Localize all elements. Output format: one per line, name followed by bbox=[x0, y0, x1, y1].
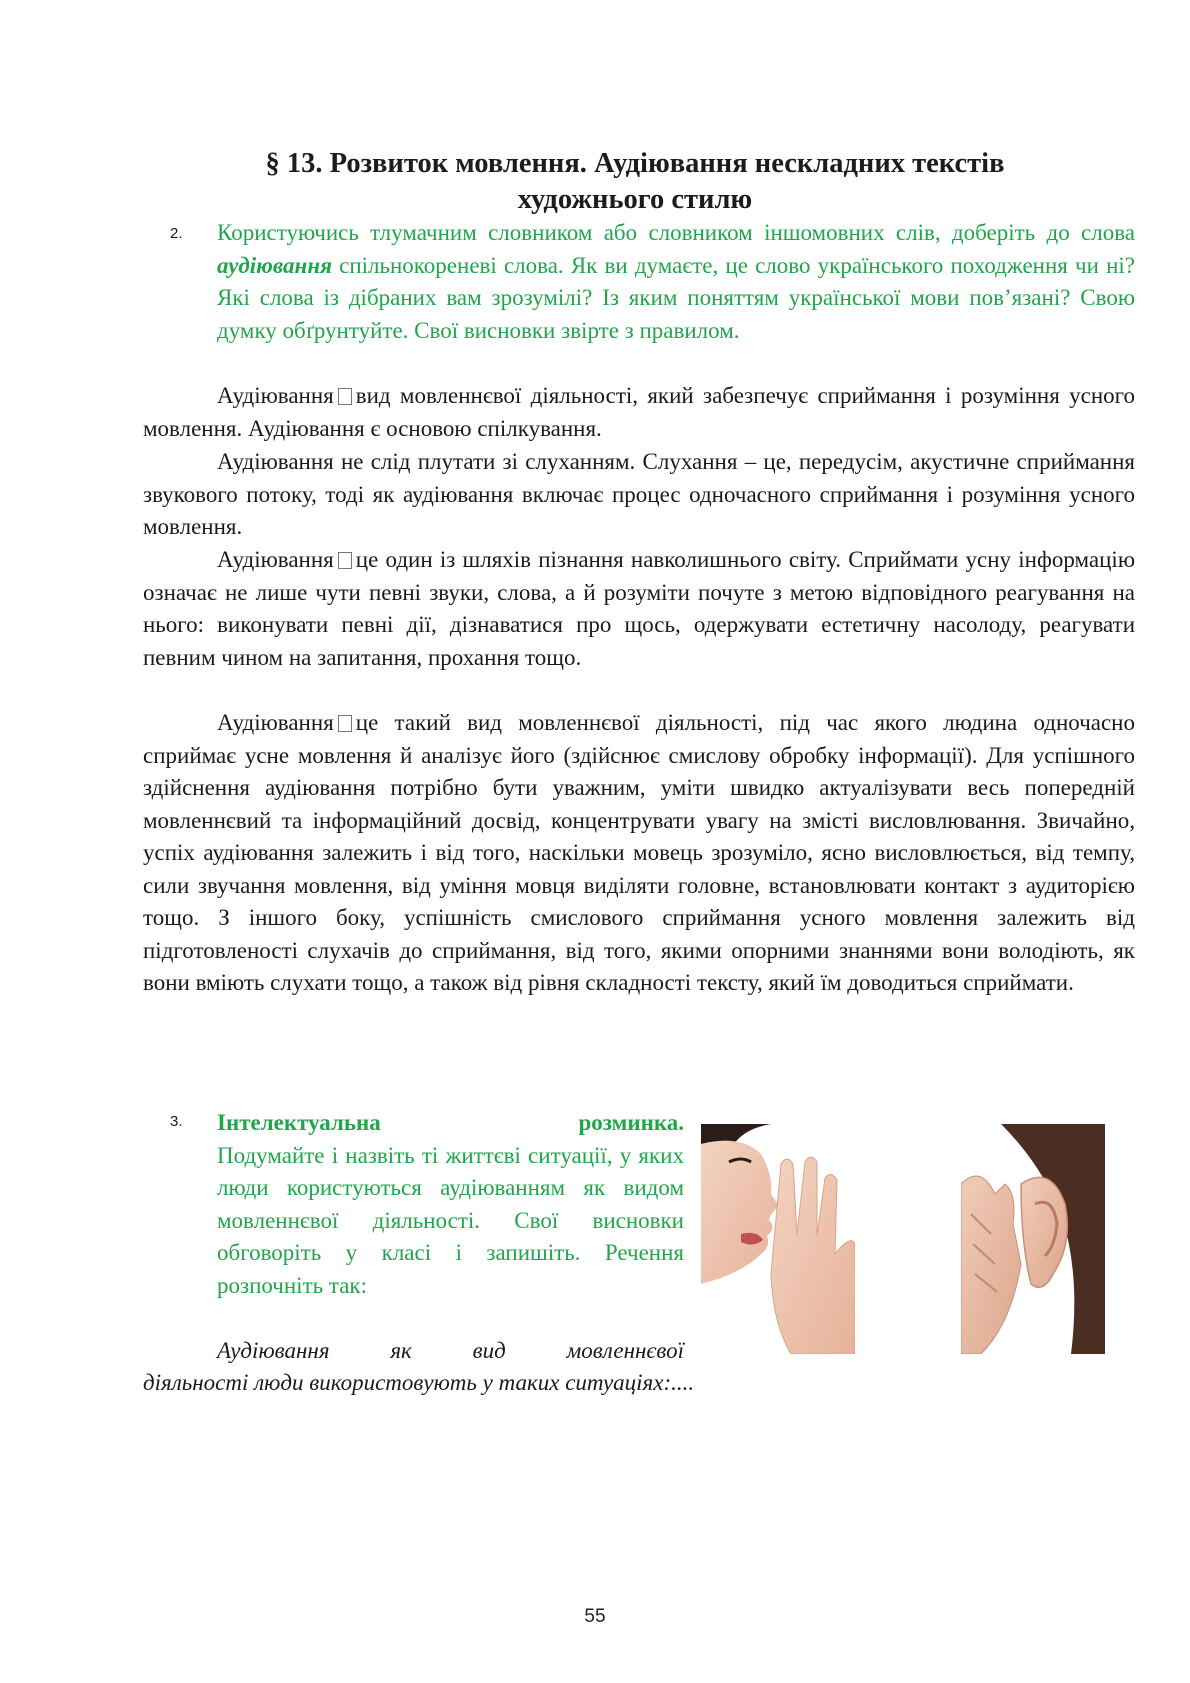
missing-glyph-box bbox=[338, 552, 352, 569]
ear-icon bbox=[961, 1124, 1105, 1354]
page-title bbox=[140, 146, 1130, 218]
task-3-heading: Інтелектуальна розминка. bbox=[217, 1110, 684, 1135]
italic-prompt-line-1: Аудіювання як вид мовленнєвої bbox=[217, 1338, 684, 1363]
italic-prompt-line-2: діяльності люди використовують у таких ситуаціях:.... bbox=[143, 1370, 695, 1395]
task-2-emphasis: аудіювання bbox=[217, 252, 332, 278]
paragraph-cognition: Аудіювання це один із шляхів пізнання навколишнього світу. Сприймати усну інформацію означає не лише чути певні звуки, слова, а й розуміти почуте з метою відповідного реагування на нього: виконувати певні дії, дізнаватися про щось, одержувати естетичну насолоду, реагувати певним чином на запитання, прохання тощо. bbox=[143, 547, 1135, 670]
missing-glyph-box bbox=[338, 388, 352, 405]
paragraph-definition: Аудіювання вид мовленнєвої діяльності, який забезпечує сприймання і розуміння усного мовлення. Аудіювання є основою спілкування. bbox=[143, 383, 1135, 441]
paragraph-activity: Аудіювання це такий вид мовленнєвої діяльності, під час якого людина одночасно сприймає усне мовлення й аналізує його (здійснює смислову обробку інформації). Для успішного здійснення аудіювання потрібно бути уважним, уміти швидко актуалізувати весь попередній мовленнєвий та інформаційний досвід, концентрувати увагу на змісті висловлювання. Звичайно, успіх аудіювання залежить і від того, наскільки мовець зрозуміло, ясно висловлюється, від темпу, сили звучання мовлення, від уміння мовця виділяти головне, встановлювати контакт з аудиторією тощо. З іншого боку, успішність смислового сприймання усного мовлення залежить від підготовленості слухачів до сприймання, від того, якими опорними знаннями вони володіють, як вони вміють слухати тощо, а також від рівня складності тексту, який їм доводиться сприймати. bbox=[143, 710, 1135, 995]
paragraph-listening: Аудіювання не слід плутати зі слуханням. Слухання – це, передусім, акустичне сприймання звукового потоку, тоді як аудіювання включає процес одночасного сприймання і розуміння усного мовлення. bbox=[143, 449, 1135, 539]
title-line-2: художнього стилю bbox=[517, 184, 753, 215]
task-3-text: Інтелектуальна розминка. Подумайте і назвіть ті життєві ситуації, у яких люди користуються аудіюванням як видом мовленнєвої діяльності. Свої висновки обговоріть у класі і запишіть. Речення розпочніть так: bbox=[217, 1107, 684, 1302]
whisper-icon bbox=[701, 1124, 855, 1354]
task-3-number: 3. bbox=[170, 1113, 183, 1130]
page-number: 55 bbox=[584, 1606, 606, 1627]
whisper-image bbox=[701, 1124, 855, 1354]
missing-glyph-box bbox=[338, 715, 352, 732]
task-2-number: 2. bbox=[170, 225, 183, 242]
title-line-1: § 13. Розвиток мовлення. Аудіювання нескладних текстів bbox=[265, 148, 1005, 179]
task-2-text: Користуючись тлумачним словником або словником іншомовних слів, доберіть до слова аудіювання спільнокореневі слова. Як ви думаєте, це слово українського походження чи ні? Які слова із дібраних вам зрозумілі? Із яким поняттям української мови пов’язані? Свою думку обґрунтуйте. Свої висновки звірте з правилом. bbox=[217, 220, 1135, 343]
listening-ear-image bbox=[961, 1124, 1105, 1354]
